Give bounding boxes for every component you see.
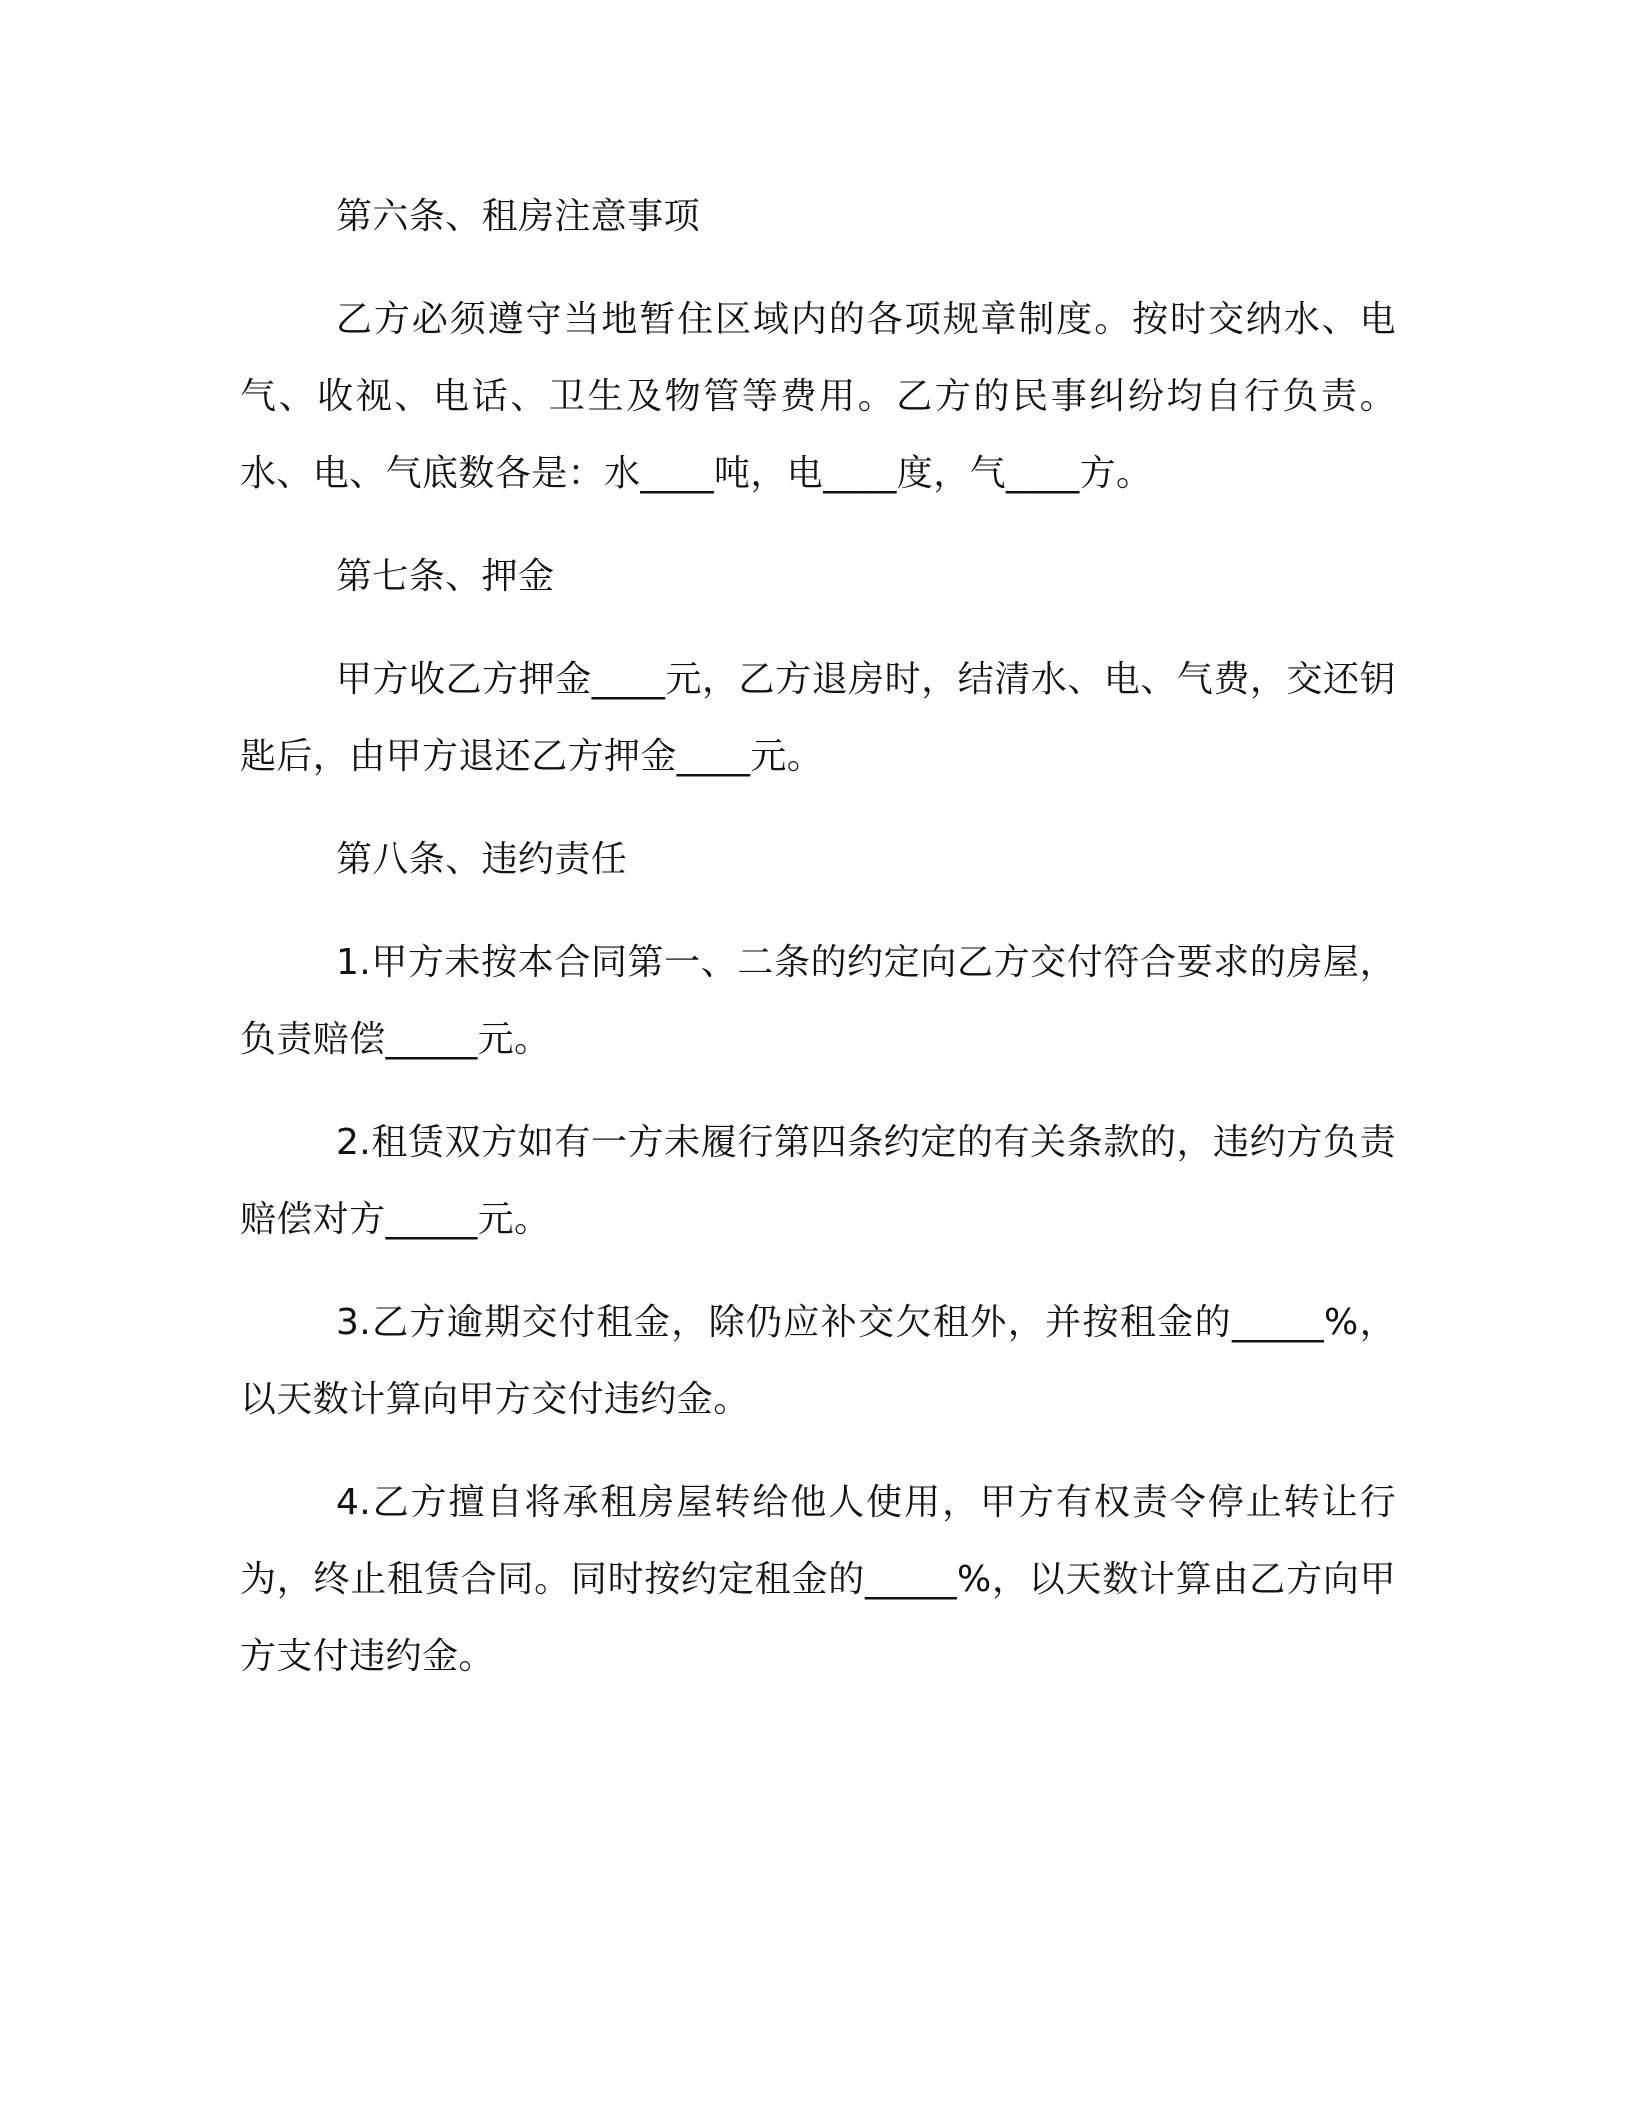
- document-body: [240, 178, 1396, 1721]
- paragraph: 甲方收乙方押金____元，乙方退房时，结清水、电、气费，交还钥匙后，由甲方退还乙方押金____元。: [240, 659, 1396, 777]
- section-heading: 第八条、违约责任: [336, 839, 628, 880]
- paragraph: 2.租赁双方如有一方未履行第四条约定的有关条款的，违约方负责赔偿对方_____元。: [240, 1122, 1396, 1240]
- section-heading: 第六条、租房注意事项: [336, 196, 701, 237]
- paragraph: 乙方必须遵守当地暂住区域内的各项规章制度。按时交纳水、电气、收视、电话、卫生及物管等费用。乙方的民事纠纷均自行负责。水、电、气底数各是：水____吨，电____度，气____方。: [240, 299, 1396, 494]
- paragraph: 1.甲方未按本合同第一、二条的约定向乙方交付符合要求的房屋，负责赔偿_____元。: [240, 942, 1396, 1060]
- section-heading: 第七条、押金: [336, 556, 555, 597]
- paragraph: 3.乙方逾期交付租金，除仍应补交欠租外，并按租金的_____%，以天数计算向甲方交付违约金。: [240, 1302, 1396, 1420]
- paragraph: 4.乙方擅自将承租房屋转给他人使用，甲方有权责令停止转让行为，终止租赁合同。同时按约定租金的_____%，以天数计算由乙方向甲方支付违约金。: [240, 1482, 1396, 1677]
